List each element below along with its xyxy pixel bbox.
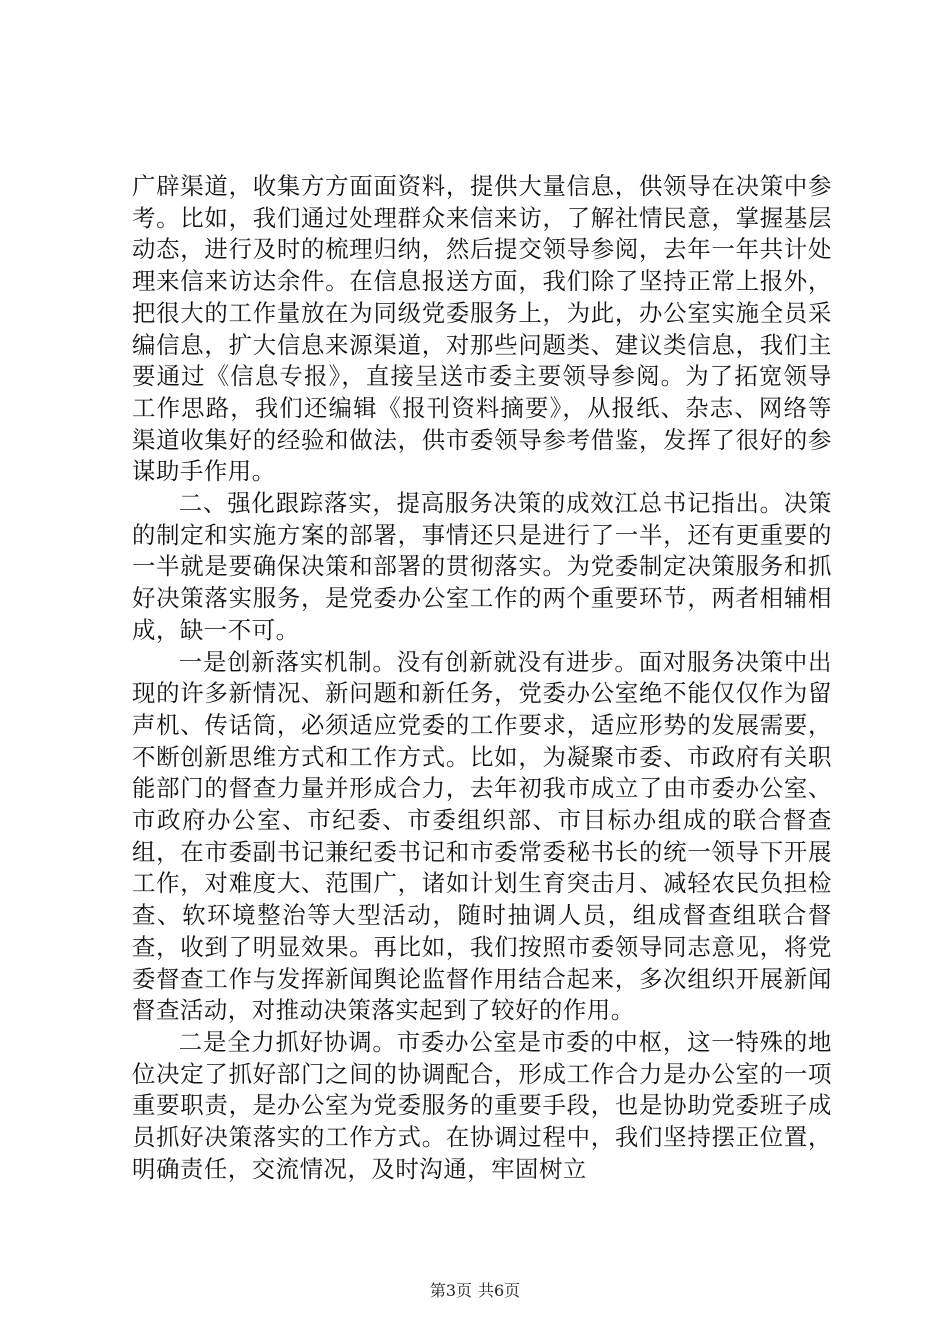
page-total: 共6页: [478, 1281, 521, 1300]
page-number: 第3页: [429, 1281, 472, 1300]
paragraph-4: 二是全力抓好协调。市委办公室是市委的中枢，这一特殊的地位决定了抓好部门之间的协调配合，形成工作合力是办公室的一项重要职责，是办公室为党委服务的重要手段，也是协助党委班子成员抓好决策落实的工作方式。在协调过程中，我们坚持摆正位置，明确责任，交流情况，及时沟通，牢固树立: [132, 1027, 832, 1183]
page-footer: [0, 1278, 950, 1301]
paragraph-2: 二、强化跟踪落实，提高服务决策的成效江总书记指出。决策的制定和实施方案的部署，事情还只是进行了一半，还有更重要的一半就是要确保决策和部署的贯彻落实。为党委制定决策服务和抓好决策落实服务，是党委办公室工作的两个重要环节，两者相辅相成，缺一不可。: [132, 489, 832, 644]
paragraph-3: 一是创新落实机制。没有创新就没有进步。面对服务决策中出现的许多新情况、新问题和新任务，党委办公室绝不能仅仅作为留声机、传话筒，必须适应党委的工作要求，适应形势的发展需要，不断创新思维方式和工作方式。比如，为凝聚市委、市政府有关职能部门的督查力量并形成合力，去年初我市成立了由市委办公室、市政府办公室、市纪委、市委组织部、市目标办组成的联合督查组，在市委副书记兼纪委书记和市委常委秘书长的统一领导下开展工作，对难度大、范围广，诸如计划生育突击月、减轻农民负担检查、软环境整治等大型活动，随时抽调人员，组成督查组联合督查，收到了明显效果。再比如，我们按照市委领导同志意见，将党委督查工作与发挥新闻舆论监督作用结合起来，多次组织开展新闻督查活动，对推动决策落实起到了较好的作用。: [132, 647, 832, 1025]
paragraph-1: 广辟渠道，收集方方面面资料，提供大量信息，供领导在决策中参考。比如，我们通过处理群众来信来访，了解社情民意，掌握基层动态，进行及时的梳理归纳，然后提交领导参阅，去年一年共计处理来信来访达余件。在信息报送方面，我们除了坚持正常上报外，把很大的工作量放在为同级党委服务上，为此，办公室实施全员采编信息，扩大信息来源渠道，对那些问题类、建议类信息，我们主要通过《信息专报》，直接呈送市委主要领导参阅。为了拓宽领导工作思路，我们还编辑《报刊资料摘要》，从报纸、杂志、网络等渠道收集好的经验和做法，供市委领导参考借鉴，发挥了很好的参谋助手作用。: [132, 172, 832, 486]
body-text: [132, 171, 832, 1186]
